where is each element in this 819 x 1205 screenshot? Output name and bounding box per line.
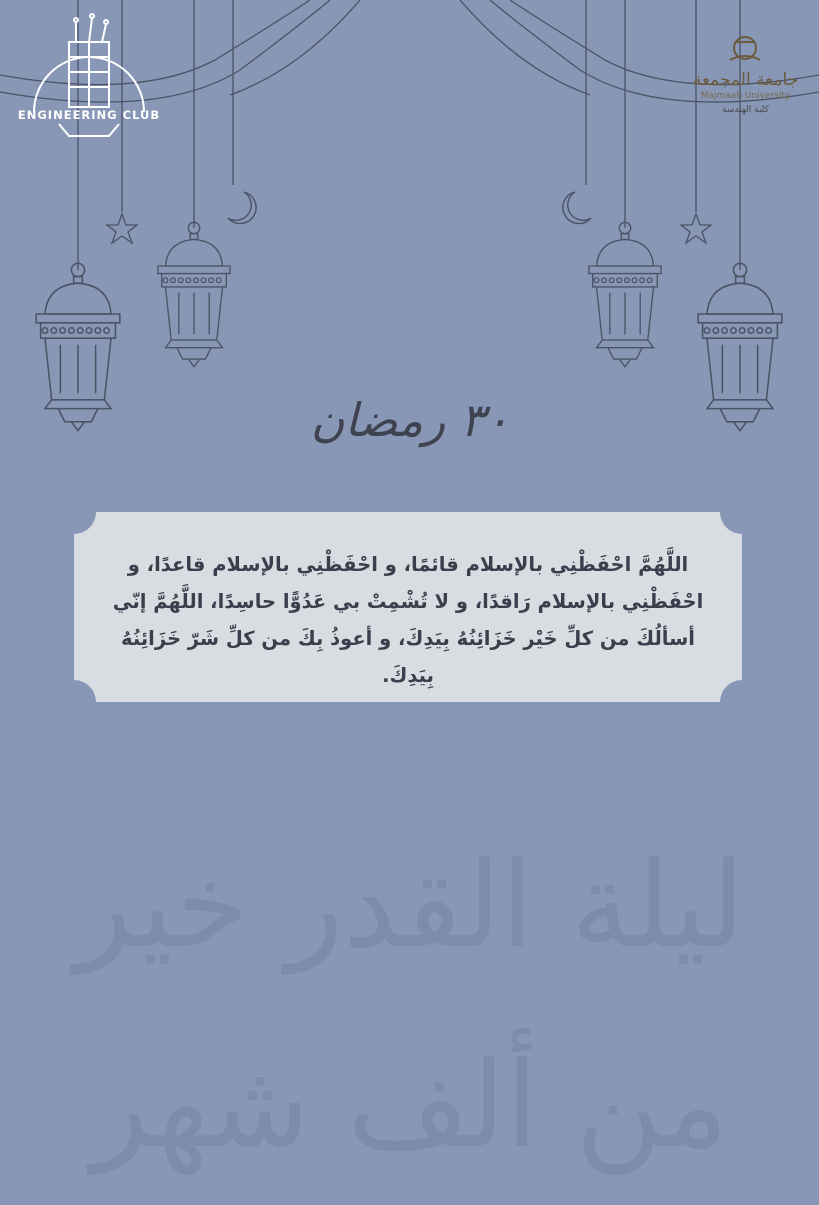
university-english-name: Majmaah University <box>700 91 791 101</box>
college-name: كلية الهندسة <box>722 105 769 115</box>
university-arabic-name: جامعة المجمعة <box>692 70 799 90</box>
hanging-lantern-icon <box>36 263 120 430</box>
engineering-club-logo <box>14 12 164 137</box>
dua-text: اللَّهُمَّ احْفَظْنِي بالإسلام قائمًا، و احْفَظْنِي بالإسلام قاعدًا، و احْفَظْنِي بالإسلام رَاقدًا، و لا تُشْمِتْ بي عَدُوًّا حاسِدًا، اللَّهُمَّ إنّي أسألُكَ من كلِّ خَيْر خَزَائِنُهُ بِيَدِكَ، و أعوذُ بِكَ من كلِّ شَرّ خَزَائِنُهُ بِيَدِكَ. <box>112 553 704 687</box>
dua-card <box>74 512 742 702</box>
university-emblem-icon <box>688 30 803 70</box>
university-logo <box>688 30 803 125</box>
hanging-lantern-icon <box>158 222 230 366</box>
hanging-lantern-icon <box>589 222 661 366</box>
laylat-al-qadr-watermark: ليلة القدر خير من ألف شهر <box>75 836 745 1174</box>
day-title: ٣٠ رمضان <box>310 393 510 447</box>
engineering-club-label: ENGINEERING CLUB <box>17 108 161 122</box>
hanging-lantern-icon <box>698 263 782 430</box>
crescent-moon-icon <box>228 192 591 224</box>
